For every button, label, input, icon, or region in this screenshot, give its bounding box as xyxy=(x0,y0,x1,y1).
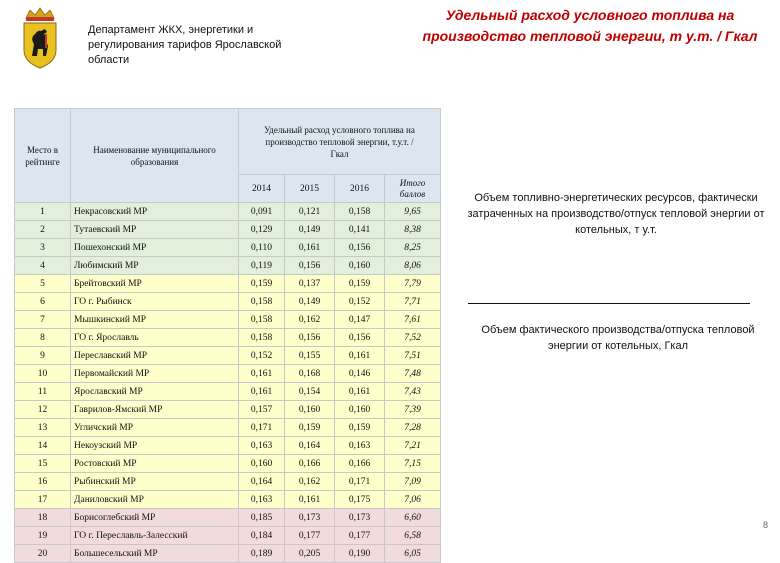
rating-table-body xyxy=(15,203,441,563)
total-score-cell: 6,05 xyxy=(385,545,441,563)
rank-cell: 5 xyxy=(15,275,71,293)
rank-cell: 18 xyxy=(15,509,71,527)
total-score-cell: 7,51 xyxy=(385,347,441,365)
department-name: Департамент ЖКХ, энергетики и регулирования тарифов Ярославской области xyxy=(88,24,282,66)
municipality-name-cell: Некоузский МР xyxy=(71,437,239,455)
value-2014-cell: 0,158 xyxy=(239,329,285,347)
rank-cell: 6 xyxy=(15,293,71,311)
value-2014-cell: 0,184 xyxy=(239,527,285,545)
value-2016-cell: 0,159 xyxy=(335,419,385,437)
value-2015-cell: 0,121 xyxy=(285,203,335,221)
value-2016-cell: 0,161 xyxy=(335,383,385,401)
total-score-cell: 9,65 xyxy=(385,203,441,221)
rank-cell: 8 xyxy=(15,329,71,347)
rank-cell: 15 xyxy=(15,455,71,473)
value-2015-cell: 0,159 xyxy=(285,419,335,437)
numerator-description: Объем топливно-энергетических ресурсов, фактически затраченных на производство/отпуск тепловой энергии от котельных, т у.т. xyxy=(467,192,765,236)
rank-cell: 16 xyxy=(15,473,71,491)
table-row xyxy=(15,239,441,257)
value-2015-cell: 0,166 xyxy=(285,455,335,473)
table-row xyxy=(15,293,441,311)
total-score-cell: 7,28 xyxy=(385,419,441,437)
table-row xyxy=(15,347,441,365)
total-score-cell: 7,39 xyxy=(385,401,441,419)
rank-cell: 14 xyxy=(15,437,71,455)
page-number: 8 xyxy=(762,520,768,530)
rank-cell: 19 xyxy=(15,527,71,545)
total-score-cell: 7,48 xyxy=(385,365,441,383)
total-score-cell: 7,15 xyxy=(385,455,441,473)
column-header-year: 2014 xyxy=(239,175,285,203)
total-score-cell: 7,09 xyxy=(385,473,441,491)
column-header-year: 2016 xyxy=(335,175,385,203)
municipality-name-cell: Борисоглебский МР xyxy=(71,509,239,527)
value-2014-cell: 0,091 xyxy=(239,203,285,221)
rank-cell: 11 xyxy=(15,383,71,401)
value-2015-cell: 0,162 xyxy=(285,311,335,329)
municipality-name-cell: Гаврилов-Ямский МР xyxy=(71,401,239,419)
total-score-cell: 7,71 xyxy=(385,293,441,311)
value-2014-cell: 0,160 xyxy=(239,455,285,473)
table-row xyxy=(15,365,441,383)
value-2015-cell: 0,156 xyxy=(285,257,335,275)
municipality-name-cell: Большесельский МР xyxy=(71,545,239,563)
column-header-total: Итого баллов xyxy=(385,175,441,203)
rating-table xyxy=(14,108,441,563)
rank-cell: 1 xyxy=(15,203,71,221)
value-2016-cell: 0,156 xyxy=(335,239,385,257)
slide-title: Удельный расход условного топлива на производство тепловой энергии, т у.т. / Гкал xyxy=(422,7,758,44)
value-2014-cell: 0,171 xyxy=(239,419,285,437)
value-2014-cell: 0,163 xyxy=(239,437,285,455)
value-2016-cell: 0,160 xyxy=(335,257,385,275)
table-row xyxy=(15,473,441,491)
value-2014-cell: 0,185 xyxy=(239,509,285,527)
municipality-name-cell: Брейтовский МР xyxy=(71,275,239,293)
rank-cell: 7 xyxy=(15,311,71,329)
table-row xyxy=(15,419,441,437)
table-row xyxy=(15,545,441,563)
column-header-group: Удельный расход условного топлива на производство тепловой энергии, т.у.т. / Гкал xyxy=(239,109,441,175)
total-score-cell: 7,06 xyxy=(385,491,441,509)
municipality-name-cell: Переславский МР xyxy=(71,347,239,365)
coat-of-arms-icon xyxy=(18,6,62,70)
municipality-name-cell: Ярославский МР xyxy=(71,383,239,401)
value-2015-cell: 0,160 xyxy=(285,401,335,419)
value-2015-cell: 0,205 xyxy=(285,545,335,563)
municipality-name-cell: Тутаевский МР xyxy=(71,221,239,239)
value-2016-cell: 0,173 xyxy=(335,509,385,527)
municipality-name-cell: Рыбинский МР xyxy=(71,473,239,491)
value-2015-cell: 0,168 xyxy=(285,365,335,383)
table-row xyxy=(15,221,441,239)
table-row xyxy=(15,275,441,293)
rank-cell: 17 xyxy=(15,491,71,509)
table-row xyxy=(15,437,441,455)
value-2016-cell: 0,166 xyxy=(335,455,385,473)
value-2014-cell: 0,152 xyxy=(239,347,285,365)
rank-cell: 3 xyxy=(15,239,71,257)
total-score-cell: 7,43 xyxy=(385,383,441,401)
table-row xyxy=(15,527,441,545)
table-row xyxy=(15,455,441,473)
value-2014-cell: 0,119 xyxy=(239,257,285,275)
value-2014-cell: 0,189 xyxy=(239,545,285,563)
value-2016-cell: 0,160 xyxy=(335,401,385,419)
table-row xyxy=(15,203,441,221)
value-2016-cell: 0,161 xyxy=(335,347,385,365)
value-2014-cell: 0,158 xyxy=(239,311,285,329)
total-score-cell: 8,38 xyxy=(385,221,441,239)
value-2016-cell: 0,141 xyxy=(335,221,385,239)
total-score-cell: 8,25 xyxy=(385,239,441,257)
municipality-name-cell: ГО г. Переславль-Залесский xyxy=(71,527,239,545)
table-row xyxy=(15,329,441,347)
value-2016-cell: 0,190 xyxy=(335,545,385,563)
rank-cell: 12 xyxy=(15,401,71,419)
table-row xyxy=(15,383,441,401)
value-2015-cell: 0,156 xyxy=(285,329,335,347)
value-2014-cell: 0,110 xyxy=(239,239,285,257)
value-2016-cell: 0,159 xyxy=(335,275,385,293)
total-score-cell: 6,60 xyxy=(385,509,441,527)
rank-cell: 2 xyxy=(15,221,71,239)
rank-cell: 4 xyxy=(15,257,71,275)
value-2015-cell: 0,149 xyxy=(285,221,335,239)
total-score-cell: 8,06 xyxy=(385,257,441,275)
total-score-cell: 7,61 xyxy=(385,311,441,329)
value-2015-cell: 0,149 xyxy=(285,293,335,311)
table-row xyxy=(15,257,441,275)
value-2015-cell: 0,154 xyxy=(285,383,335,401)
value-2015-cell: 0,155 xyxy=(285,347,335,365)
value-2016-cell: 0,175 xyxy=(335,491,385,509)
municipality-name-cell: Любимский МР xyxy=(71,257,239,275)
municipality-name-cell: ГО г. Ярославль xyxy=(71,329,239,347)
value-2015-cell: 0,161 xyxy=(285,491,335,509)
value-2015-cell: 0,137 xyxy=(285,275,335,293)
value-2014-cell: 0,158 xyxy=(239,293,285,311)
value-2014-cell: 0,164 xyxy=(239,473,285,491)
total-score-cell: 6,58 xyxy=(385,527,441,545)
total-score-cell: 7,52 xyxy=(385,329,441,347)
municipality-name-cell: ГО г. Рыбинск xyxy=(71,293,239,311)
value-2016-cell: 0,158 xyxy=(335,203,385,221)
rank-cell: 9 xyxy=(15,347,71,365)
municipality-name-cell: Мышкинский МР xyxy=(71,311,239,329)
value-2015-cell: 0,162 xyxy=(285,473,335,491)
municipality-name-cell: Первомайский МР xyxy=(71,365,239,383)
denominator-description: Объем фактического производства/отпуска тепловой энергии от котельных, Гкал xyxy=(481,324,755,352)
fraction-divider xyxy=(468,303,750,304)
table-row xyxy=(15,401,441,419)
value-2015-cell: 0,173 xyxy=(285,509,335,527)
table-row xyxy=(15,509,441,527)
total-score-cell: 7,79 xyxy=(385,275,441,293)
value-2016-cell: 0,146 xyxy=(335,365,385,383)
municipality-name-cell: Некрасовский МР xyxy=(71,203,239,221)
municipality-name-cell: Ростовский МР xyxy=(71,455,239,473)
column-header-rank: Место в рейтинге xyxy=(15,109,71,203)
value-2015-cell: 0,177 xyxy=(285,527,335,545)
column-header-year: 2015 xyxy=(285,175,335,203)
rank-cell: 13 xyxy=(15,419,71,437)
value-2014-cell: 0,129 xyxy=(239,221,285,239)
rank-cell: 20 xyxy=(15,545,71,563)
value-2015-cell: 0,161 xyxy=(285,239,335,257)
value-2014-cell: 0,161 xyxy=(239,365,285,383)
municipality-name-cell: Пошехонский МР xyxy=(71,239,239,257)
table-row xyxy=(15,311,441,329)
value-2014-cell: 0,159 xyxy=(239,275,285,293)
value-2016-cell: 0,156 xyxy=(335,329,385,347)
table-row xyxy=(15,491,441,509)
value-2015-cell: 0,164 xyxy=(285,437,335,455)
value-2016-cell: 0,152 xyxy=(335,293,385,311)
value-2014-cell: 0,163 xyxy=(239,491,285,509)
municipality-name-cell: Даниловский МР xyxy=(71,491,239,509)
value-2016-cell: 0,171 xyxy=(335,473,385,491)
value-2016-cell: 0,163 xyxy=(335,437,385,455)
value-2014-cell: 0,161 xyxy=(239,383,285,401)
column-header-name: Наименование муниципального образования xyxy=(71,109,239,203)
value-2016-cell: 0,177 xyxy=(335,527,385,545)
total-score-cell: 7,21 xyxy=(385,437,441,455)
rank-cell: 10 xyxy=(15,365,71,383)
value-2016-cell: 0,147 xyxy=(335,311,385,329)
value-2014-cell: 0,157 xyxy=(239,401,285,419)
municipality-name-cell: Угличский МР xyxy=(71,419,239,437)
